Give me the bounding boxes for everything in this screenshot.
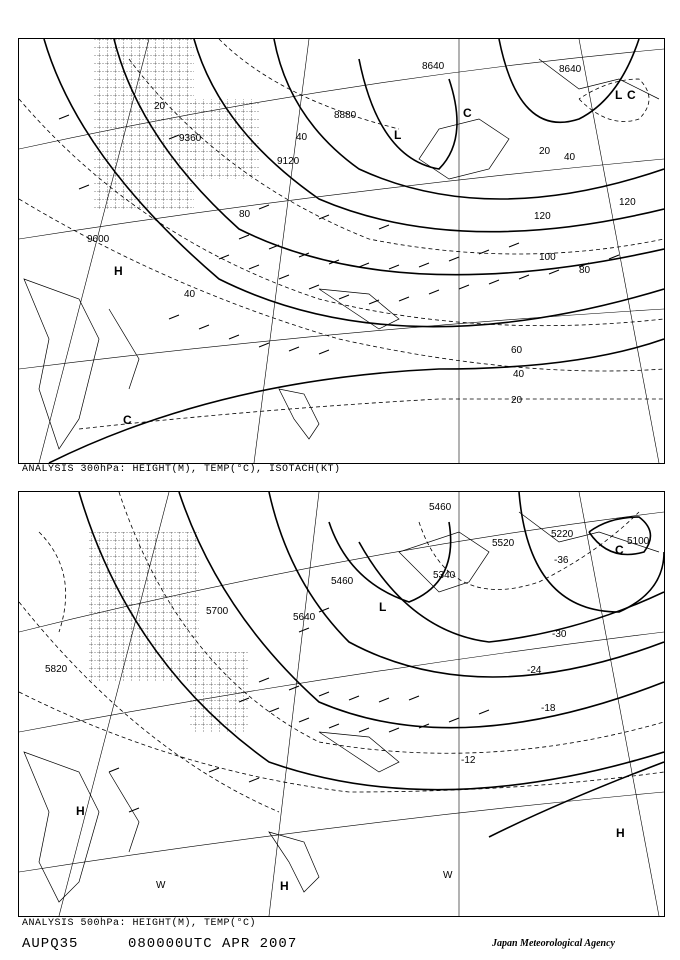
isotach-label: 40 [564, 152, 576, 163]
height-label: 5460 [331, 576, 354, 587]
isotach-label: 120 [619, 197, 636, 208]
valid-time: 080000UTC APR 2007 [128, 936, 298, 952]
isotach-label: 20 [511, 395, 523, 406]
height-label: 5340 [433, 570, 456, 581]
caption-500hpa: ANALYSIS 500hPa: HEIGHT(M), TEMP(°C) [22, 918, 257, 929]
isotach-label: 80 [579, 265, 591, 276]
height-label: 8640 [422, 61, 445, 72]
caption-300hpa: ANALYSIS 300hPa: HEIGHT(M), TEMP(°C), ISOTACH(KT) [22, 464, 341, 475]
height-label: 9360 [179, 133, 202, 144]
isotach-label: 40 [513, 369, 525, 380]
map-300hpa-svg [19, 39, 664, 463]
isotach-label: 100 [539, 252, 556, 263]
temp-label: -12 [461, 755, 476, 766]
map-panel-300hpa [18, 38, 665, 464]
high-center: H [114, 264, 123, 278]
high-center: H [76, 804, 85, 818]
temp-label: -18 [541, 703, 556, 714]
height-label: 9600 [87, 234, 110, 245]
isotach-label: 20 [539, 146, 551, 157]
low-center: L [379, 600, 387, 614]
temp-label: -24 [527, 665, 542, 676]
isotach-label: 40 [296, 132, 308, 143]
height-label: 5220 [551, 529, 574, 540]
map-500hpa-svg [19, 492, 664, 916]
warm-center: W [156, 880, 166, 891]
height-label: 8880 [334, 110, 357, 121]
height-label: 5700 [206, 606, 229, 617]
high-center: H [280, 879, 289, 893]
isotach-label: 20 [154, 101, 166, 112]
chart-code: AUPQ35 [22, 936, 79, 952]
terrain-hatch [189, 652, 249, 732]
warm-center: W [443, 870, 453, 881]
high-center: H [616, 826, 625, 840]
front-line [489, 762, 664, 837]
cold-center: C [123, 413, 132, 427]
height-label: 5460 [429, 502, 452, 513]
height-label: 9120 [277, 156, 300, 167]
cold-center: C [627, 88, 636, 102]
terrain-hatch [94, 39, 194, 209]
low-center: L [615, 88, 623, 102]
isotach-label: 80 [239, 209, 251, 220]
isotach-label: 60 [511, 345, 523, 356]
temp-label: -30 [552, 629, 567, 640]
height-label: 8640 [559, 64, 582, 75]
temp-label: -36 [554, 555, 569, 566]
height-label: 5100 [627, 536, 650, 547]
height-label: 5640 [293, 612, 316, 623]
cold-center: C [463, 106, 472, 120]
low-center: L [394, 128, 402, 142]
agency-credit: Japan Meteorological Agency [492, 938, 615, 949]
map-panel-500hpa [18, 491, 665, 917]
height-label: 5820 [45, 664, 68, 675]
isotach-label: 40 [184, 289, 196, 300]
height-label: 5520 [492, 538, 515, 549]
terrain-hatch [89, 532, 199, 682]
cold-center: C [615, 543, 624, 557]
isotach-label: 120 [534, 211, 551, 222]
